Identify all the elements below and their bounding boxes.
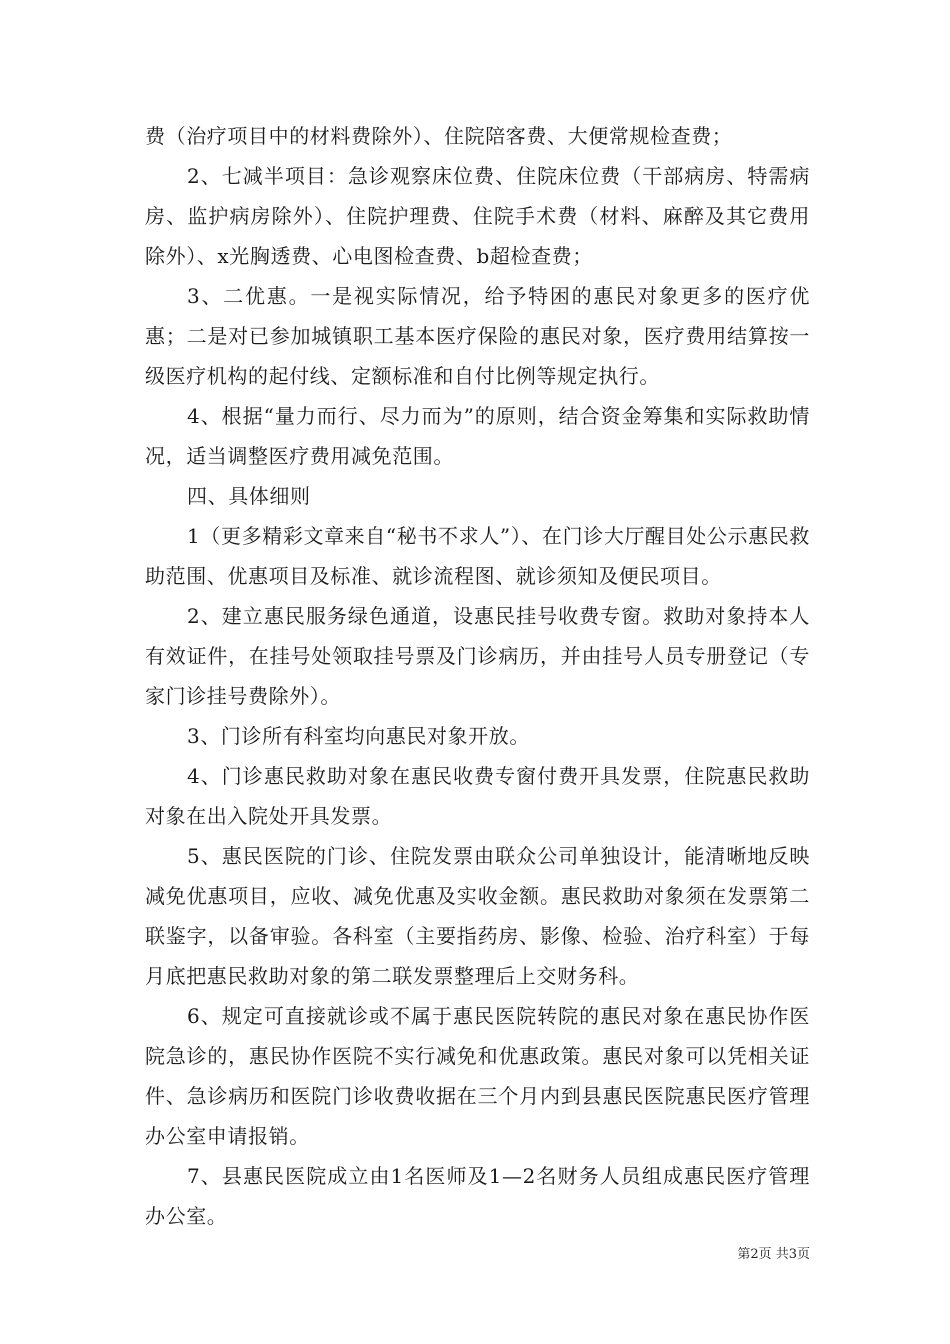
paragraph-9: 4、门诊惠民救助对象在惠民收费专窗付费开具发票，住院惠民救助对象在出入院处开具发票。 (145, 764, 810, 828)
paragraph-1: 费（治疗项目中的材料费除外）、住院陪客费、大便常规检查费； (145, 124, 733, 148)
paragraph-2: 2、七减半项目：急诊观察床位费、住院床位费（干部病房、特需病房、监护病房除外）、住院护理费、住院手术费（材料、麻醉及其它费用除外）、x光胸透费、心电图检查费、b超检查费； (145, 164, 810, 268)
paragraph-8: 3、门诊所有科室均向惠民对象开放。 (187, 724, 530, 748)
paragraph-10: 5、惠民医院的门诊、住院发票由联众公司单独设计，能清晰地反映减免优惠项目，应收、减免优惠及实收金额。惠民救助对象须在发票第二联鉴字，以备审验。各科室（主要指药房、影像、检验、治疗科室）于每月底把惠民救助对象的第二联发票整理后上交财务科。 (145, 844, 810, 988)
paragraph-11: 6、规定可直接就诊或不属于惠民医院转院的惠民对象在惠民协作医院急诊的，惠民协作医院不实行减免和优惠政策。惠民对象可以凭相关证件、急诊病历和医院门诊收费收据在三个月内到县惠民医院惠民医疗管理办公室申请报销。 (145, 1004, 810, 1148)
paragraph-3: 3、二优惠。一是视实际情况，给予特困的惠民对象更多的医疗优惠；二是对已参加城镇职工基本医疗保险的惠民对象，医疗费用结算按一级医疗机构的起付线、定额标准和自付比例等规定执行。 (145, 284, 810, 388)
paragraph-12: 7、县惠民医院成立由1名医师及1—2名财务人员组成惠民医疗管理办公室。 (145, 1164, 810, 1228)
paragraph-6: 1（更多精彩文章来自“秘书不求人”）、在门诊大厅醒目处公示惠民救助范围、优惠项目及标准、就诊流程图、就诊须知及便民项目。 (145, 524, 810, 588)
section-heading-details: 四、具体细则 (187, 484, 311, 508)
document-body (145, 116, 810, 1236)
paragraph-4: 4、根据“量力而行、尽力而为”的原则，结合资金筹集和实际救助情况，适当调整医疗费用减免范围。 (145, 404, 810, 468)
page-number-footer: 第2页 共3页 (737, 1247, 810, 1262)
paragraph-7: 2、建立惠民服务绿色通道，设惠民挂号收费专窗。救助对象持本人有效证件，在挂号处领取挂号票及门诊病历，并由挂号人员专册登记（专家门诊挂号费除外）。 (145, 604, 810, 708)
